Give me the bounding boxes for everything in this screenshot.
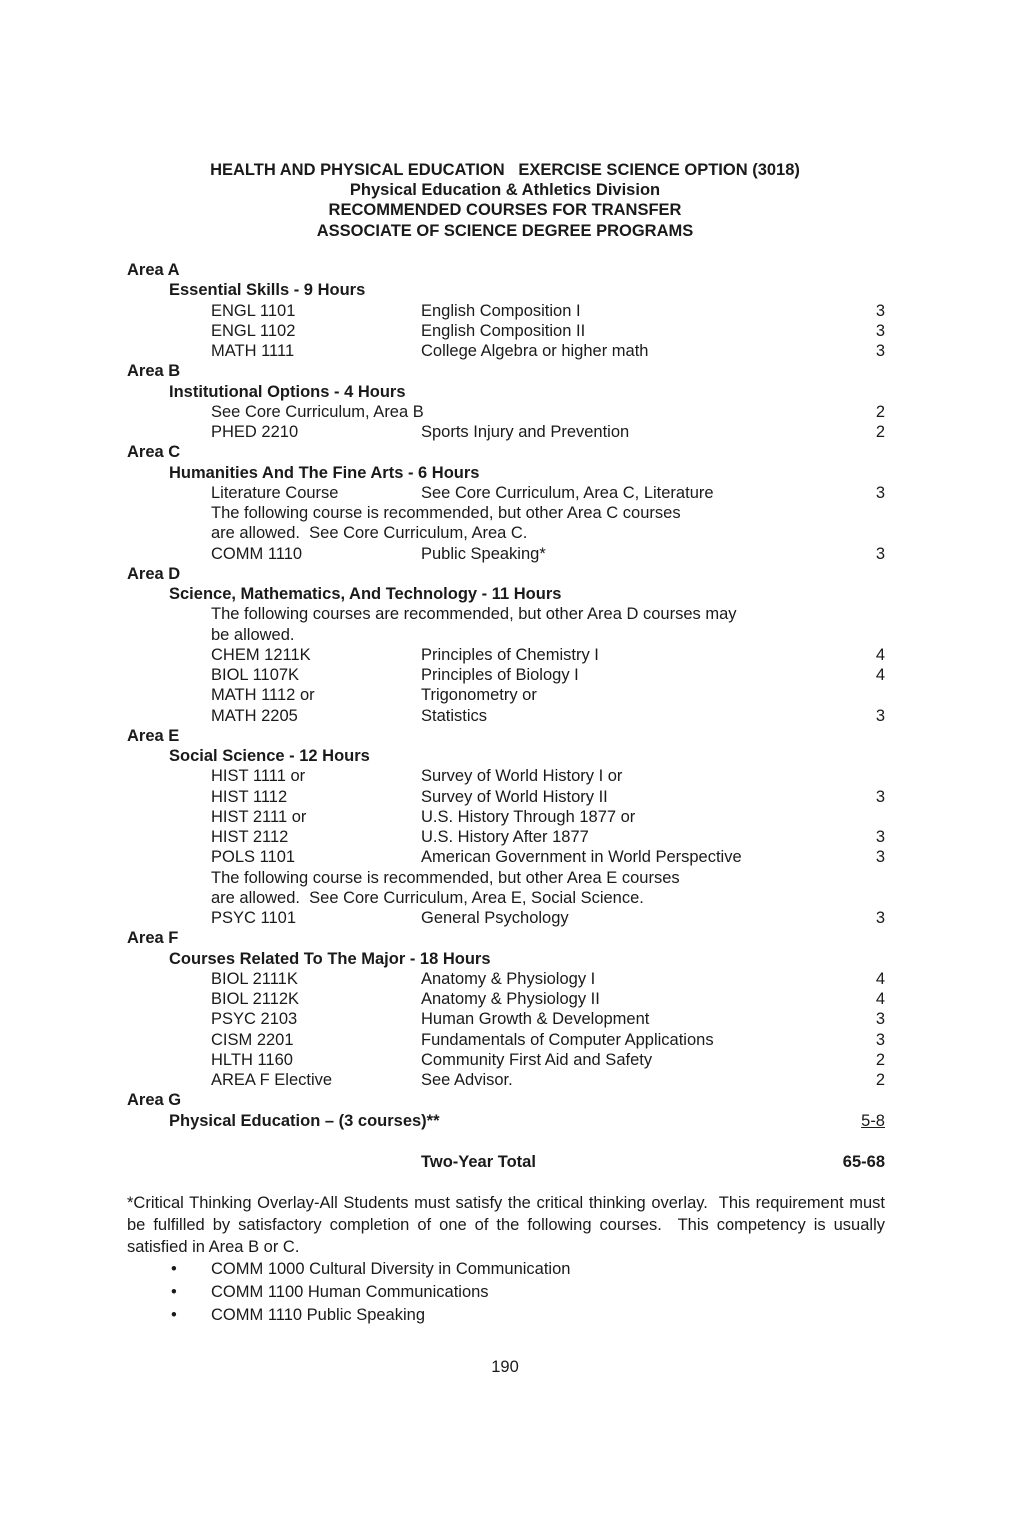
course-title: Survey of World History II (421, 787, 608, 806)
list-item-text: COMM 1100 Human Communications (211, 1283, 489, 1301)
course-row (127, 969, 885, 989)
course-row (127, 1009, 885, 1029)
recommendation-note: are allowed. See Core Curriculum, Area E, Social Science. (211, 888, 644, 907)
course-code: POLS 1101 (211, 848, 296, 867)
course-row (127, 807, 885, 827)
course-title: American Government in World Perspective (421, 848, 742, 867)
course-title: Public Speaking* (421, 544, 546, 563)
course-title: Principles of Chemistry I (421, 645, 599, 664)
course-row (127, 766, 885, 786)
recommendation-note: are allowed. See Core Curriculum, Area C. (211, 524, 528, 543)
course-row (127, 321, 885, 341)
course-code: HLTH 1160 (211, 1050, 293, 1069)
course-row (127, 483, 885, 503)
course-title: Anatomy & Physiology I (421, 969, 596, 988)
course-row (127, 402, 885, 422)
two-year-total-hours: 65-68 (842, 1152, 885, 1171)
recommended-heading: RECOMMENDED COURSES FOR TRANSFER (328, 201, 682, 220)
course-title: English Composition I (421, 301, 581, 320)
course-row (127, 787, 885, 807)
area-g-heading: Physical Education – (3 courses)** (169, 1111, 440, 1130)
course-hours: 4 (875, 990, 885, 1008)
course-code: PHED 2210 (211, 423, 299, 441)
course-row (127, 685, 885, 705)
course-title: General Psychology (421, 909, 569, 927)
course-code: BIOL 1107K (211, 666, 300, 684)
page-number: 190 (491, 1358, 519, 1376)
course-hours: 4 (875, 666, 885, 684)
course-code: CHEM 1211K (211, 645, 311, 664)
course-list (127, 260, 890, 1327)
course-title: Statistics (421, 706, 488, 725)
course-hours: 3 (875, 301, 885, 320)
course-hours: 3 (875, 848, 885, 867)
course-code: HIST 1111 or (211, 767, 306, 786)
course-hours: 3 (875, 483, 885, 502)
area-c-heading: Humanities And The Fine Arts - 6 Hours (169, 463, 480, 482)
area-b-label: Area B (127, 362, 181, 381)
list-item (127, 1258, 885, 1281)
course-hours: 3 (875, 342, 885, 360)
area-g-hours: 5-8 (861, 1111, 885, 1130)
area-d-label: Area D (127, 564, 181, 583)
recommendation-note: The following course is recommended, but other Area C courses (211, 504, 681, 522)
degree-heading: ASSOCIATE OF SCIENCE DEGREE PROGRAMS (316, 221, 694, 240)
area-f-heading: Courses Related To The Major - 18 Hours (169, 949, 491, 968)
division-name: Physical Education & Athletics Division (349, 181, 661, 200)
course-row (127, 847, 885, 867)
course-title: Trigonometry or (421, 686, 537, 705)
course-row (127, 989, 885, 1009)
area-b-heading: Institutional Options - 4 Hours (169, 382, 406, 401)
area-d-heading: Science, Mathematics, And Technology - 11 Hours (169, 585, 562, 603)
area-g-heading-row (127, 1111, 885, 1131)
course-hours: 3 (875, 1010, 885, 1029)
course-hours: 3 (875, 1030, 885, 1049)
course-hours: 4 (875, 969, 885, 988)
area-a-label: Area A (127, 261, 180, 279)
course-row (127, 665, 885, 685)
area-a-heading: Essential Skills - 9 Hours (169, 281, 366, 300)
bullet-icon: • (171, 1260, 177, 1278)
course-code: BIOL 2111K (211, 969, 298, 988)
course-row (127, 341, 885, 361)
course-row (127, 301, 885, 321)
course-code: COMM 1110 (211, 544, 303, 563)
document-header (0, 160, 1010, 241)
course-row (127, 544, 885, 564)
course-row (127, 827, 885, 847)
course-title: English Composition II (421, 321, 586, 340)
list-item (127, 1281, 885, 1304)
recommendation-note: The following course is recommended, but other Area E courses (211, 868, 680, 887)
two-year-total-label: Two-Year Total (421, 1152, 536, 1171)
course-hours: 3 (875, 706, 885, 725)
two-year-total-row (127, 1152, 885, 1172)
critical-thinking-footnote: *Critical Thinking Overlay-All Students must satisfy the critical thinking overlay. This requirement must be fulfilled by satisfactory completion of one of the following courses. This competency is usually satisfied in Area B or C. (127, 1194, 890, 1256)
recommendation-note: The following courses are recommended, but other Area D courses may (211, 605, 737, 624)
course-code: Literature Course (211, 483, 339, 502)
course-title: Fundamentals of Computer Applications (421, 1030, 714, 1049)
course-code: AREA F Elective (211, 1071, 333, 1089)
area-e-label: Area E (127, 726, 180, 745)
course-title: College Algebra or higher math (421, 342, 649, 360)
course-title: U.S. History After 1877 (421, 828, 589, 846)
bullet-icon: • (171, 1306, 177, 1324)
course-hours: 3 (875, 828, 885, 846)
course-code: HIST 2111 or (211, 807, 307, 826)
area-e-heading: Social Science - 12 Hours (169, 747, 370, 765)
course-code: HIST 2112 (211, 828, 289, 846)
course-title: Community First Aid and Safety (421, 1050, 653, 1069)
course-code: MATH 1111 (211, 342, 295, 360)
list-item-text: COMM 1110 Public Speaking (211, 1306, 425, 1324)
course-code: MATH 2205 (211, 706, 298, 725)
course-row (127, 706, 885, 726)
course-title: See Advisor. (421, 1071, 513, 1089)
course-code: MATH 1112 or (211, 686, 315, 705)
course-code: ENGL 1102 (211, 321, 296, 340)
course-code: PSYC 2103 (211, 1010, 298, 1029)
course-title: Principles of Biology I (421, 666, 579, 684)
course-row (127, 908, 885, 928)
course-title: See Core Curriculum, Area C, Literature (421, 483, 714, 502)
course-hours: 3 (875, 909, 885, 927)
course-title: Anatomy & Physiology II (421, 990, 600, 1008)
course-code: BIOL 2112K (211, 990, 300, 1008)
course-hours: 3 (875, 544, 885, 563)
critical-thinking-course-list (127, 1258, 885, 1327)
course-title: Human Growth & Development (421, 1010, 650, 1029)
course-hours: 4 (875, 645, 885, 664)
course-row (127, 1070, 885, 1090)
course-hours: 2 (875, 402, 885, 421)
area-c-label: Area C (127, 443, 181, 462)
course-row (127, 1050, 885, 1070)
course-title: Survey of World History I or (421, 767, 623, 786)
course-row (127, 1030, 885, 1050)
course-hours: 2 (875, 423, 885, 441)
area-f-label: Area F (127, 929, 179, 948)
course-code: CISM 2201 (211, 1030, 294, 1049)
area-g-label: Area G (127, 1091, 182, 1110)
course-code: ENGL 1101 (211, 301, 296, 320)
course-hours: 2 (875, 1050, 885, 1069)
course-title: U.S. History Through 1877 or (421, 807, 636, 826)
course-row (127, 645, 885, 665)
course-hours: 3 (875, 321, 885, 340)
course-code: PSYC 1101 (211, 909, 296, 927)
course-code: HIST 1112 (211, 787, 288, 806)
list-item-text: COMM 1000 Cultural Diversity in Communication (211, 1260, 571, 1278)
course-hours: 2 (875, 1071, 885, 1089)
course-title: Sports Injury and Prevention (421, 423, 630, 441)
program-title: HEALTH AND PHYSICAL EDUCATION EXERCISE SCIENCE OPTION (3018) (210, 161, 800, 179)
recommendation-note: be allowed. (211, 625, 295, 644)
course-row (127, 422, 885, 442)
core-curriculum-note: See Core Curriculum, Area B (211, 402, 424, 421)
bullet-icon: • (171, 1283, 177, 1301)
course-hours: 3 (875, 787, 885, 806)
list-item (127, 1304, 885, 1327)
